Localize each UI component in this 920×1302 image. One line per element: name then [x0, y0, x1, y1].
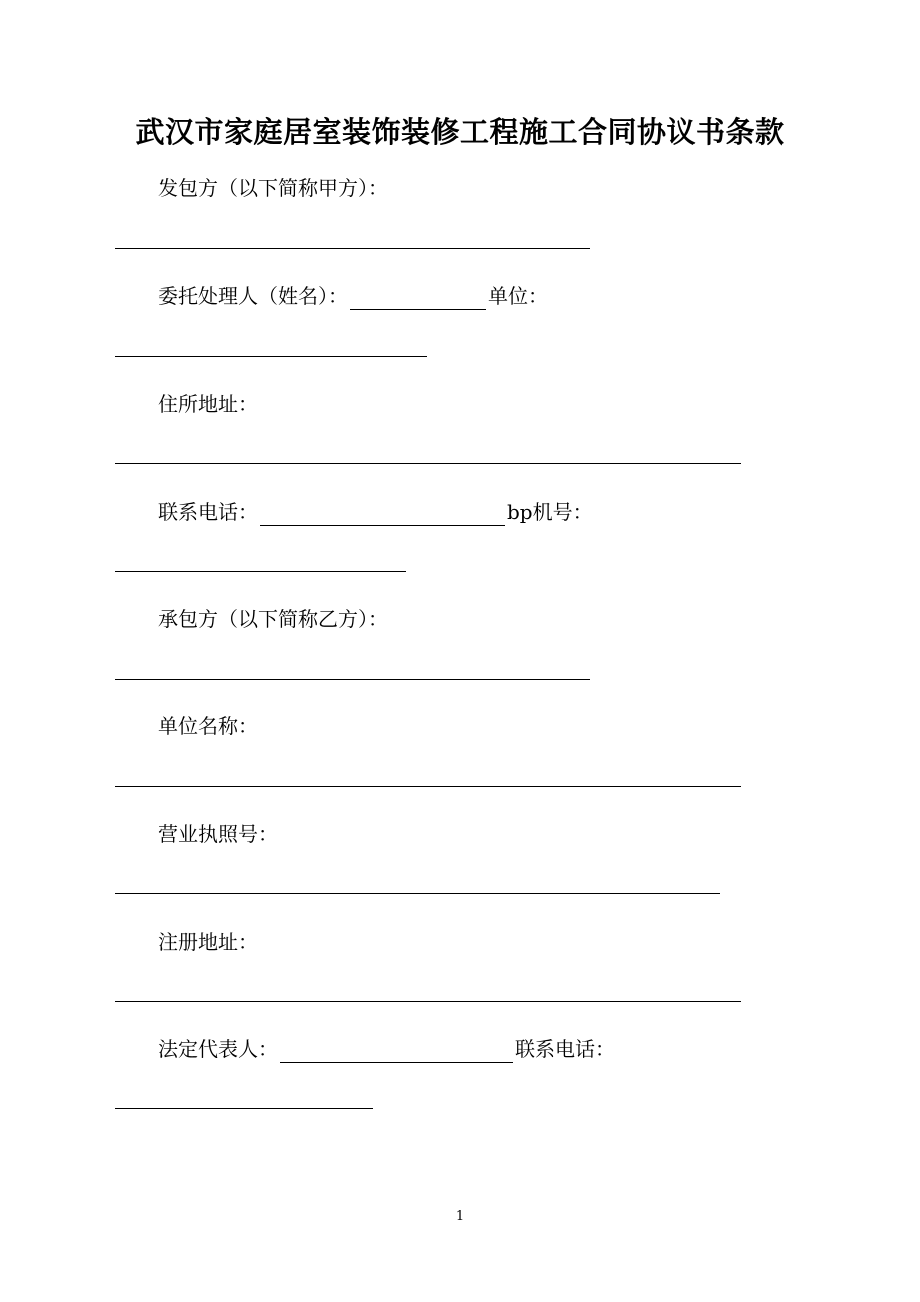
license-no-blank[interactable]: [115, 893, 720, 894]
agent-row: [158, 282, 548, 310]
address-label: 住所地址：: [158, 392, 258, 416]
legal-rep-phone-label: 联系电话：: [515, 1037, 615, 1061]
party-a-label: 发包方（以下简称甲方）：: [158, 176, 388, 200]
party-b-label: 承包方（以下简称乙方）：: [158, 607, 388, 631]
agent-unit-label: 单位：: [488, 284, 548, 308]
document-title: 武汉市家庭居室装饰装修工程施工合同协议书条款: [135, 115, 785, 149]
phone-blank[interactable]: [260, 503, 505, 526]
party-b-blank[interactable]: [115, 679, 590, 680]
agent-unit-blank[interactable]: [115, 356, 427, 357]
registered-address-blank[interactable]: [115, 1001, 741, 1002]
legal-rep-blank[interactable]: [280, 1040, 513, 1063]
company-name-label: 单位名称：: [158, 714, 258, 738]
registered-address-label: 注册地址：: [158, 930, 258, 954]
legal-rep-phone-blank[interactable]: [115, 1108, 373, 1109]
pager-label: bp机号：: [507, 500, 593, 524]
legal-rep-row: [158, 1035, 615, 1063]
pager-blank[interactable]: [115, 571, 406, 572]
party-a-blank[interactable]: [115, 248, 590, 249]
license-no-label: 营业执照号：: [158, 822, 278, 846]
agent-name-label: 委托处理人（姓名）：: [158, 284, 348, 308]
phone-row: [158, 498, 593, 526]
address-blank[interactable]: [115, 463, 741, 464]
legal-rep-label: 法定代表人：: [158, 1037, 278, 1061]
agent-name-blank[interactable]: [350, 287, 486, 310]
company-name-blank[interactable]: [115, 786, 741, 787]
page-number: 1: [455, 1209, 465, 1224]
phone-label: 联系电话：: [158, 500, 258, 524]
